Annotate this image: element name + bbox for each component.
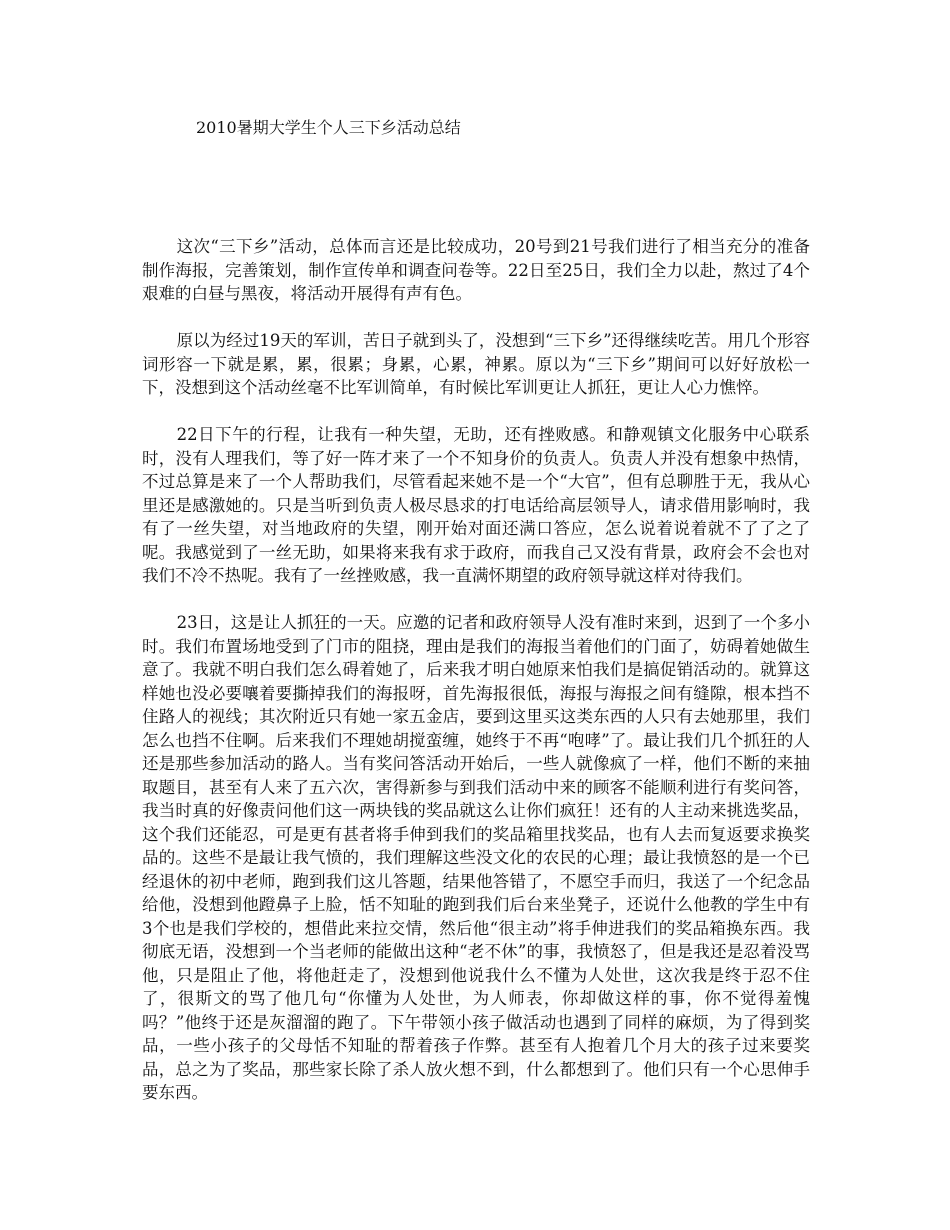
document-body	[142, 235, 810, 1128]
paragraph-3: 22日下午的行程，让我有一种失望，无助，还有挫败感。和静观镇文化服务中心联系时，没有人理我们，等了好一阵才来了一个不知身价的负责人。负责人并没有想象中热情，不过总算是来了一个人帮助我们，尽管看起来她不是一个“大官”，但有总聊胜于无，我从心里还是感激她的。只是当听到负责人极尽恳求的打电话给高层领导人，请求借用影响时，我有了一丝失望，对当地政府的失望，刚开始对面还满口答应，怎么说着说着就不了了之了呢。我感觉到了一丝无助，如果将来我有求于政府，而我自己又没有背景，政府会不会也对我们不冷不热呢。我有了一丝挫败感，我一直满怀期望的政府领导就这样对待我们。	[142, 425, 810, 585]
paragraph-2: 原以为经过19天的军训，苦日子就到头了，没想到“三下乡”还得继续吃苦。用几个形容词形容一下就是累，累，很累；身累，心累，神累。原以为“三下乡”期间可以好好放松一下，没想到这个活动丝毫不比军训简单，有时候比军训更让人抓狂，更让人心力憔悴。	[142, 331, 810, 397]
paragraph-1: 这次“三下乡”活动，总体而言还是比较成功，20号到21号我们进行了相当充分的准备制作海报，完善策划，制作宣传单和调查问卷等。22日至25日，我们全力以赴，熬过了4个艰难的白昼与黑夜，将活动开展得有声有色。	[142, 237, 810, 303]
paragraph-4: 23日，这是让人抓狂的一天。应邀的记者和政府领导人没有准时来到，迟到了一个多小时。我们布置场地受到了门市的阻挠，理由是我们的海报当着他们的门面了，妨碍着她做生意了。我就不明白我们怎么碍着她了，后来我才明白她原来怕我们是搞促销活动的。就算这样她也没必要嚷着要撕掉我们的海报呀，首先海报很低，海报与海报之间有缝隙，根本挡不住路人的视线；其次附近只有她一家五金店，要到这里买这类东西的人只有去她那里，我们怎么也挡不住啊。后来我们不理她胡搅蛮缠，她终于不再“咆哮”了。最让我们几个抓狂的人还是那些参加活动的路人。当有奖问答活动开始后，一些人就像疯了一样，他们不断的来抽取题目，甚至有人来了五六次，害得新参与到我们活动中来的顾客不能顺利进行有奖问答，我当时真的好像责问他们这一两块钱的奖品就这么让你们疯狂！还有的人主动来挑选奖品，这个我们还能忍，可是更有甚者将手伸到我们的奖品箱里找奖品，也有人去而复返要求换奖品的。这些不是最让我气愤的，我们理解这些没文化的农民的心理；最让我愤怒的是一个已经退休的初中老师，跑到我们这儿答题，结果他答错了，不愿空手而归，我送了一个纪念品给他，没想到他蹬鼻子上脸，恬不知耻的跑到我们后台来坐凳子，还说什么他教的学生中有3个也是我们学校的，想借此来拉交情，然后他“很主动”将手伸进我们的奖品箱换东西。我彻底无语，没想到一个当老师的能做出这种“老不休”的事，我愤怒了，但是我还是忍着没骂他，只是阻止了他，将他赶走了，没想到他说我什么不懂为人处世，这次我是终于忍不住了，很斯文的骂了他几句“你懂为人处世，为人师表，你却做这样的事，你不觉得羞愧吗？”他终于还是灰溜溜的跑了。下午带领小孩子做活动也遇到了同样的麻烦，为了得到奖品，一些小孩子的父母恬不知耻的帮着孩子作弊。甚至有人抱着几个月大的孩子过来要奖品，总之为了奖品，那些家长除了杀人放火想不到，什么都想到了。他们只有一个心思伸手要东西。	[142, 613, 810, 1102]
document-title: 2010暑期大学生个人三下乡活动总结	[196, 118, 461, 137]
